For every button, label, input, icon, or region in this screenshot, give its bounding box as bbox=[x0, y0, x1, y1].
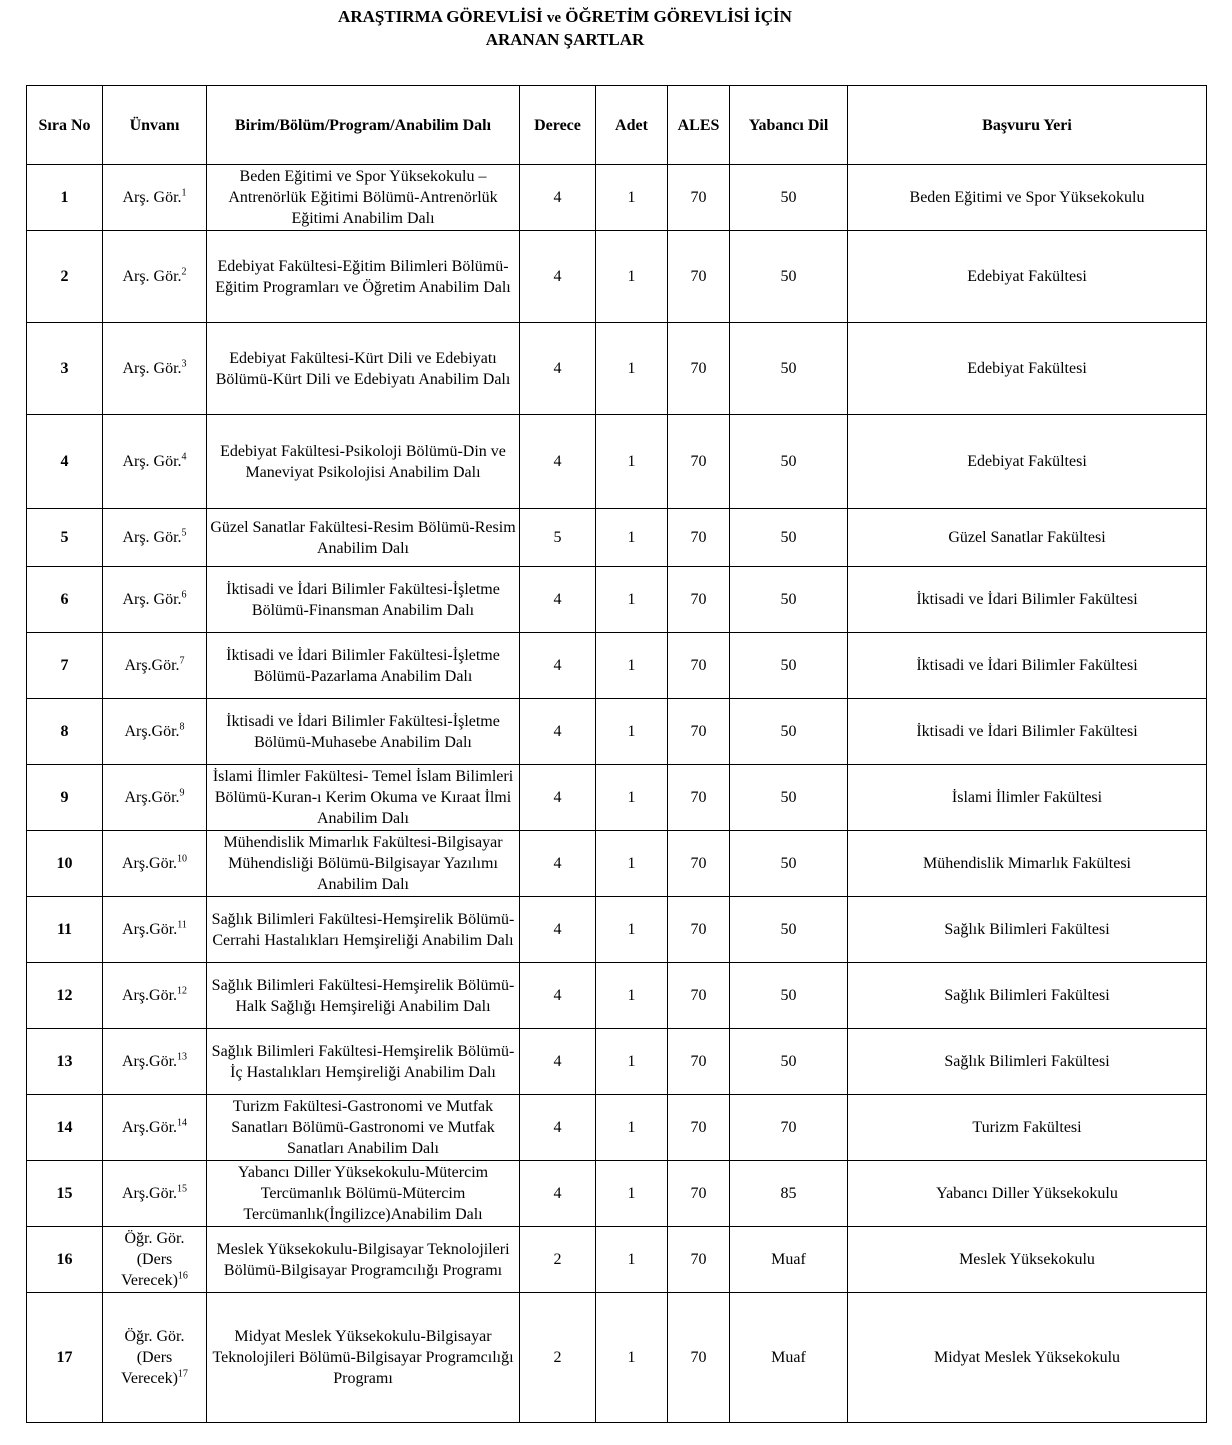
row-birim: Sağlık Bilimleri Fakültesi-Hemşirelik Bölümü-Cerrahi Hastalıkları Hemşireliği Anabilim Dalı bbox=[207, 897, 520, 963]
row-ales: 70 bbox=[668, 1227, 730, 1293]
table-row bbox=[27, 897, 1207, 963]
row-unvan-text: Arş. Gör. bbox=[122, 591, 182, 608]
row-basvuru-yeri: Edebiyat Fakültesi bbox=[848, 415, 1207, 509]
row-adet: 1 bbox=[596, 1293, 668, 1423]
row-ales: 70 bbox=[668, 567, 730, 633]
row-unvan-text: Arş.Gör. bbox=[121, 1185, 178, 1202]
table-row bbox=[27, 1161, 1207, 1227]
row-adet: 1 bbox=[596, 963, 668, 1029]
row-adet: 1 bbox=[596, 567, 668, 633]
row-ales: 70 bbox=[668, 1095, 730, 1161]
row-no: 3 bbox=[27, 323, 103, 415]
footnote-marker: 16 bbox=[177, 1270, 188, 1282]
row-derece: 4 bbox=[520, 633, 596, 699]
footnote-marker: 10 bbox=[177, 853, 188, 865]
row-derece: 2 bbox=[520, 1227, 596, 1293]
row-no: 10 bbox=[27, 831, 103, 897]
row-unvan-text: Arş.Gör. bbox=[121, 1119, 178, 1136]
row-birim: Midyat Meslek Yüksekokulu-Bilgisayar Teknolojileri Bölümü-Bilgisayar Programcılığı Programı bbox=[207, 1293, 520, 1423]
row-no: 12 bbox=[27, 963, 103, 1029]
title-part-b: ve bbox=[546, 10, 561, 26]
row-yabanci-dil: 50 bbox=[730, 415, 848, 509]
row-basvuru-yeri: İktisadi ve İdari Bilimler Fakültesi bbox=[848, 567, 1207, 633]
row-yabanci-dil: 50 bbox=[730, 831, 848, 897]
row-yabanci-dil: 50 bbox=[730, 323, 848, 415]
row-no: 2 bbox=[27, 231, 103, 323]
footnote-marker: 11 bbox=[177, 919, 187, 931]
row-yabanci-dil: 85 bbox=[730, 1161, 848, 1227]
table-row bbox=[27, 1293, 1207, 1423]
row-derece: 4 bbox=[520, 415, 596, 509]
row-unvan bbox=[103, 963, 207, 1029]
row-no: 1 bbox=[27, 165, 103, 231]
row-unvan-text: Arş.Gör. bbox=[121, 987, 178, 1004]
row-adet: 1 bbox=[596, 633, 668, 699]
row-derece: 4 bbox=[520, 765, 596, 831]
row-derece: 4 bbox=[520, 1095, 596, 1161]
header-yabanci-dil: Yabancı Dil bbox=[730, 86, 848, 165]
row-birim: İslami İlimler Fakültesi- Temel İslam Bilimleri Bölümü-Kuran-ı Kerim Okuma ve Kıraat İlmi Anabilim Dalı bbox=[207, 765, 520, 831]
row-derece: 4 bbox=[520, 1161, 596, 1227]
row-basvuru-yeri: İktisadi ve İdari Bilimler Fakültesi bbox=[848, 633, 1207, 699]
table-row bbox=[27, 323, 1207, 415]
row-basvuru-yeri: Midyat Meslek Yüksekokulu bbox=[848, 1293, 1207, 1423]
title-line-2: ARANAN ŞARTLAR bbox=[485, 30, 645, 49]
row-birim: Beden Eğitimi ve Spor Yüksekokulu – Antrenörlük Eğitimi Bölümü-Antrenörlük Eğitimi Anabilim Dalı bbox=[207, 165, 520, 231]
header-birim: Birim/Bölüm/Program/Anabilim Dalı bbox=[207, 86, 520, 165]
row-unvan bbox=[103, 699, 207, 765]
table-row bbox=[27, 1095, 1207, 1161]
footnote-marker: 9 bbox=[179, 787, 185, 799]
table-row bbox=[27, 165, 1207, 231]
row-yabanci-dil: 50 bbox=[730, 165, 848, 231]
row-no: 8 bbox=[27, 699, 103, 765]
row-unvan-text: Arş. Gör. bbox=[122, 360, 182, 377]
row-yabanci-dil: 50 bbox=[730, 567, 848, 633]
row-unvan bbox=[103, 897, 207, 963]
row-ales: 70 bbox=[668, 231, 730, 323]
row-derece: 4 bbox=[520, 897, 596, 963]
row-basvuru-yeri: Turizm Fakültesi bbox=[848, 1095, 1207, 1161]
row-no: 4 bbox=[27, 415, 103, 509]
row-ales: 70 bbox=[668, 509, 730, 567]
row-derece: 4 bbox=[520, 323, 596, 415]
row-birim: Sağlık Bilimleri Fakültesi-Hemşirelik Bölümü-Halk Sağlığı Hemşireliği Anabilim Dalı bbox=[207, 963, 520, 1029]
table-row bbox=[27, 1029, 1207, 1095]
row-unvan-text: Arş.Gör. bbox=[122, 921, 178, 938]
row-unvan-text: Arş.Gör. bbox=[124, 723, 180, 740]
row-adet: 1 bbox=[596, 699, 668, 765]
row-unvan bbox=[103, 165, 207, 231]
row-yabanci-dil: 50 bbox=[730, 897, 848, 963]
row-no: 16 bbox=[27, 1227, 103, 1293]
table-row bbox=[27, 231, 1207, 323]
row-no: 14 bbox=[27, 1095, 103, 1161]
footnote-marker: 1 bbox=[181, 187, 187, 199]
title-part-c: ÖĞRETİM GÖREVLİSİ İÇİN bbox=[565, 7, 792, 26]
row-basvuru-yeri: Güzel Sanatlar Fakültesi bbox=[848, 509, 1207, 567]
row-basvuru-yeri: Sağlık Bilimleri Fakültesi bbox=[848, 963, 1207, 1029]
row-basvuru-yeri: İslami İlimler Fakültesi bbox=[848, 765, 1207, 831]
row-adet: 1 bbox=[596, 1227, 668, 1293]
row-unvan-text: Arş.Gör. bbox=[124, 657, 180, 674]
row-adet: 1 bbox=[596, 231, 668, 323]
row-no: 17 bbox=[27, 1293, 103, 1423]
row-birim: Edebiyat Fakültesi-Psikoloji Bölümü-Din ve Maneviyat Psikolojisi Anabilim Dalı bbox=[207, 415, 520, 509]
row-birim: Meslek Yüksekokulu-Bilgisayar Teknolojileri Bölümü-Bilgisayar Programcılığı Programı bbox=[207, 1227, 520, 1293]
row-adet: 1 bbox=[596, 323, 668, 415]
row-adet: 1 bbox=[596, 165, 668, 231]
row-derece: 4 bbox=[520, 1029, 596, 1095]
row-basvuru-yeri: Sağlık Bilimleri Fakültesi bbox=[848, 897, 1207, 963]
row-birim: Edebiyat Fakültesi-Eğitim Bilimleri Bölümü-Eğitim Programları ve Öğretim Anabilim Dalı bbox=[207, 231, 520, 323]
table-body bbox=[27, 165, 1207, 1423]
row-no: 11 bbox=[27, 897, 103, 963]
row-unvan bbox=[103, 323, 207, 415]
row-derece: 4 bbox=[520, 165, 596, 231]
row-unvan-text: Öğr. Gör. (Ders Verecek) bbox=[121, 1328, 185, 1387]
title-part-a: ARAŞTIRMA GÖREVLİSİ bbox=[338, 7, 543, 26]
row-basvuru-yeri: Edebiyat Fakültesi bbox=[848, 231, 1207, 323]
row-birim: Mühendislik Mimarlık Fakültesi-Bilgisayar Mühendisliği Bölümü-Bilgisayar Yazılımı Anabilim Dalı bbox=[207, 831, 520, 897]
footnote-marker: 13 bbox=[177, 1051, 188, 1063]
row-basvuru-yeri: Sağlık Bilimleri Fakültesi bbox=[848, 1029, 1207, 1095]
footnote-marker: 4 bbox=[181, 451, 187, 463]
row-adet: 1 bbox=[596, 1029, 668, 1095]
header-basvuru-yeri: Başvuru Yeri bbox=[848, 86, 1207, 165]
row-unvan bbox=[103, 509, 207, 567]
row-ales: 70 bbox=[668, 1029, 730, 1095]
row-no: 5 bbox=[27, 509, 103, 567]
row-unvan-text: Arş. Gör. bbox=[122, 529, 182, 546]
title-line-1 bbox=[0, 6, 1130, 29]
header-unvani: Ünvanı bbox=[103, 86, 207, 165]
footnote-marker: 3 bbox=[181, 358, 187, 370]
row-adet: 1 bbox=[596, 831, 668, 897]
row-ales: 70 bbox=[668, 1161, 730, 1227]
table-row bbox=[27, 567, 1207, 633]
footnote-marker: 7 bbox=[179, 655, 185, 667]
row-adet: 1 bbox=[596, 509, 668, 567]
row-birim: Yabancı Diller Yüksekokulu-Mütercim Tercümanlık Bölümü-Mütercim Tercümanlık(İngilizce)Anabilim Dalı bbox=[207, 1161, 520, 1227]
row-unvan-text: Arş. Gör. bbox=[122, 453, 182, 470]
row-unvan bbox=[103, 633, 207, 699]
row-birim: Sağlık Bilimleri Fakültesi-Hemşirelik Bölümü-İç Hastalıkları Hemşireliği Anabilim Dalı bbox=[207, 1029, 520, 1095]
row-unvan-text: Arş. Gör. bbox=[122, 268, 182, 285]
row-derece: 5 bbox=[520, 509, 596, 567]
row-derece: 4 bbox=[520, 231, 596, 323]
row-unvan-text: Öğr. Gör. (Ders Verecek) bbox=[121, 1230, 185, 1289]
row-ales: 70 bbox=[668, 633, 730, 699]
footnote-marker: 8 bbox=[179, 721, 185, 733]
header-row bbox=[27, 86, 1207, 165]
header-sira-no: Sıra No bbox=[27, 86, 103, 165]
row-adet: 1 bbox=[596, 1161, 668, 1227]
row-adet: 1 bbox=[596, 415, 668, 509]
footnote-marker: 12 bbox=[177, 985, 188, 997]
table-row bbox=[27, 633, 1207, 699]
row-birim: Güzel Sanatlar Fakültesi-Resim Bölümü-Resim Anabilim Dalı bbox=[207, 509, 520, 567]
table-row bbox=[27, 509, 1207, 567]
table-row bbox=[27, 831, 1207, 897]
row-unvan-text: Arş.Gör. bbox=[121, 1053, 178, 1070]
table-row bbox=[27, 699, 1207, 765]
header-derece: Derece bbox=[520, 86, 596, 165]
row-yabanci-dil: 70 bbox=[730, 1095, 848, 1161]
table-row bbox=[27, 963, 1207, 1029]
row-adet: 1 bbox=[596, 897, 668, 963]
row-unvan bbox=[103, 415, 207, 509]
row-birim: İktisadi ve İdari Bilimler Fakültesi-İşletme Bölümü-Muhasebe Anabilim Dalı bbox=[207, 699, 520, 765]
footnote-marker: 6 bbox=[181, 589, 187, 601]
row-unvan bbox=[103, 1227, 207, 1293]
row-basvuru-yeri: Yabancı Diller Yüksekokulu bbox=[848, 1161, 1207, 1227]
row-ales: 70 bbox=[668, 963, 730, 1029]
row-unvan bbox=[103, 1095, 207, 1161]
row-birim: İktisadi ve İdari Bilimler Fakültesi-İşletme Bölümü-Pazarlama Anabilim Dalı bbox=[207, 633, 520, 699]
row-ales: 70 bbox=[668, 831, 730, 897]
header-adet: Adet bbox=[596, 86, 668, 165]
row-birim: Turizm Fakültesi-Gastronomi ve Mutfak Sanatları Bölümü-Gastronomi ve Mutfak Sanatları Anabilim Dalı bbox=[207, 1095, 520, 1161]
row-unvan bbox=[103, 1161, 207, 1227]
row-basvuru-yeri: Beden Eğitimi ve Spor Yüksekokulu bbox=[848, 165, 1207, 231]
row-unvan bbox=[103, 567, 207, 633]
footnote-marker: 2 bbox=[181, 266, 187, 278]
row-ales: 70 bbox=[668, 699, 730, 765]
row-yabanci-dil: Muaf bbox=[730, 1227, 848, 1293]
row-yabanci-dil: 50 bbox=[730, 231, 848, 323]
row-yabanci-dil: 50 bbox=[730, 699, 848, 765]
row-ales: 70 bbox=[668, 1293, 730, 1423]
row-yabanci-dil: 50 bbox=[730, 633, 848, 699]
row-yabanci-dil: 50 bbox=[730, 765, 848, 831]
row-basvuru-yeri: İktisadi ve İdari Bilimler Fakültesi bbox=[848, 699, 1207, 765]
row-derece: 2 bbox=[520, 1293, 596, 1423]
row-birim: İktisadi ve İdari Bilimler Fakültesi-İşletme Bölümü-Finansman Anabilim Dalı bbox=[207, 567, 520, 633]
document-title bbox=[0, 6, 1130, 51]
table-row bbox=[27, 765, 1207, 831]
row-derece: 4 bbox=[520, 699, 596, 765]
row-basvuru-yeri: Mühendislik Mimarlık Fakültesi bbox=[848, 831, 1207, 897]
requirements-table bbox=[26, 85, 1207, 1423]
row-basvuru-yeri: Meslek Yüksekokulu bbox=[848, 1227, 1207, 1293]
footnote-marker: 15 bbox=[177, 1183, 188, 1195]
row-unvan bbox=[103, 1293, 207, 1423]
row-basvuru-yeri: Edebiyat Fakültesi bbox=[848, 323, 1207, 415]
row-yabanci-dil: 50 bbox=[730, 963, 848, 1029]
row-no: 6 bbox=[27, 567, 103, 633]
footnote-marker: 14 bbox=[177, 1117, 188, 1129]
row-yabanci-dil: 50 bbox=[730, 509, 848, 567]
row-unvan bbox=[103, 1029, 207, 1095]
header-ales: ALES bbox=[668, 86, 730, 165]
row-ales: 70 bbox=[668, 415, 730, 509]
row-yabanci-dil: Muaf bbox=[730, 1293, 848, 1423]
row-derece: 4 bbox=[520, 831, 596, 897]
table-row bbox=[27, 415, 1207, 509]
footnote-marker: 5 bbox=[181, 527, 187, 539]
row-no: 7 bbox=[27, 633, 103, 699]
row-unvan-text: Arş. Gör. bbox=[122, 189, 182, 206]
row-no: 15 bbox=[27, 1161, 103, 1227]
row-ales: 70 bbox=[668, 897, 730, 963]
row-birim: Edebiyat Fakültesi-Kürt Dili ve Edebiyatı Bölümü-Kürt Dili ve Edebiyatı Anabilim Dalı bbox=[207, 323, 520, 415]
row-unvan-text: Arş.Gör. bbox=[121, 855, 178, 872]
row-derece: 4 bbox=[520, 567, 596, 633]
row-no: 13 bbox=[27, 1029, 103, 1095]
row-unvan bbox=[103, 765, 207, 831]
row-no: 9 bbox=[27, 765, 103, 831]
row-yabanci-dil: 50 bbox=[730, 1029, 848, 1095]
row-unvan bbox=[103, 831, 207, 897]
footnote-marker: 17 bbox=[177, 1368, 188, 1380]
row-unvan-text: Arş.Gör. bbox=[124, 789, 180, 806]
row-derece: 4 bbox=[520, 963, 596, 1029]
row-unvan bbox=[103, 231, 207, 323]
table-row bbox=[27, 1227, 1207, 1293]
row-ales: 70 bbox=[668, 765, 730, 831]
row-ales: 70 bbox=[668, 323, 730, 415]
row-adet: 1 bbox=[596, 1095, 668, 1161]
row-adet: 1 bbox=[596, 765, 668, 831]
row-ales: 70 bbox=[668, 165, 730, 231]
